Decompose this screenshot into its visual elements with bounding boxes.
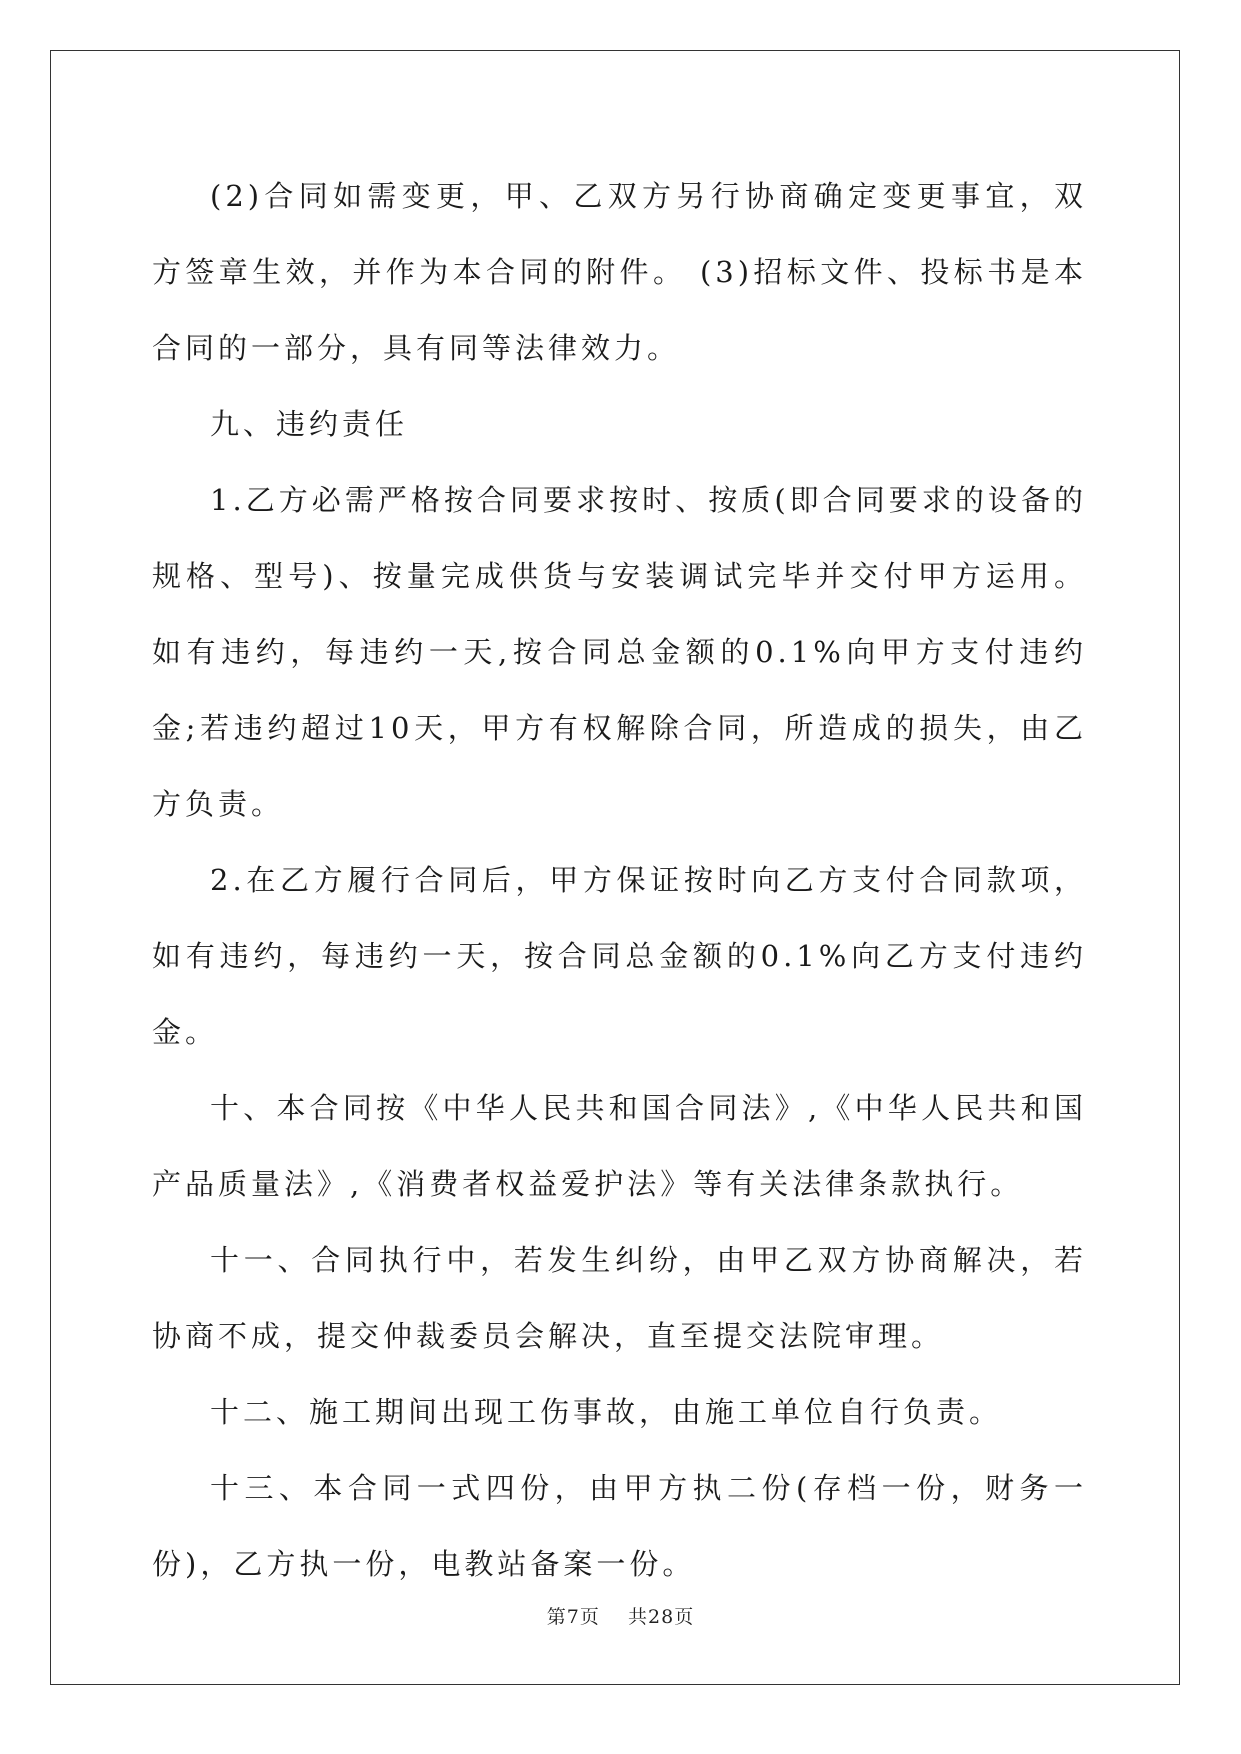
paragraph-supplier-obligation: 1.乙方必需严格按合同要求按时、按质(即合同要求的设备的规格、型号)、按量完成供货与安装调试完毕并交付甲方运用。如有违约，每违约一天,按合同总金额的0.1%向甲方支付违约金;若违约超过10天，甲方有权解除合同，所造成的损失，由乙方负责。 xyxy=(152,483,1087,821)
section-heading-breach-liability: 九、违约责任 xyxy=(210,407,409,441)
paragraph-dispute-resolution: 十一、合同执行中，若发生纠纷，由甲乙双方协商解决，若协商不成，提交仲裁委员会解决，直至提交法院审理。 xyxy=(152,1243,1087,1353)
document-body xyxy=(152,158,1087,1602)
page-footer xyxy=(0,1602,1241,1629)
paragraph-work-injury: 十二、施工期间出现工伤事故，由施工单位自行负责。 xyxy=(210,1395,1003,1429)
page-number: 第7页 xyxy=(546,1606,600,1628)
paragraph-copies: 十三、本合同一式四份，由甲方执二份(存档一份，财务一份)，乙方执一份，电教站备案一份。 xyxy=(152,1471,1087,1581)
paragraph-payment-obligation: 2.在乙方履行合同后，甲方保证按时向乙方支付合同款项，如有违约，每违约一天，按合同总金额的0.1%向乙方支付违约金。 xyxy=(152,863,1087,1049)
page-total: 共28页 xyxy=(628,1606,695,1628)
paragraph-governing-law: 十、本合同按《中华人民共和国合同法》,《中华人民共和国产品质量法》,《消费者权益爱护法》等有关法律条款执行。 xyxy=(152,1091,1087,1201)
paragraph-contract-amendment: (2)合同如需变更，甲、乙双方另行协商确定变更事宜，双方签章生效，并作为本合同的附件。 (3)招标文件、投标书是本合同的一部分，具有同等法律效力。 xyxy=(152,179,1087,365)
